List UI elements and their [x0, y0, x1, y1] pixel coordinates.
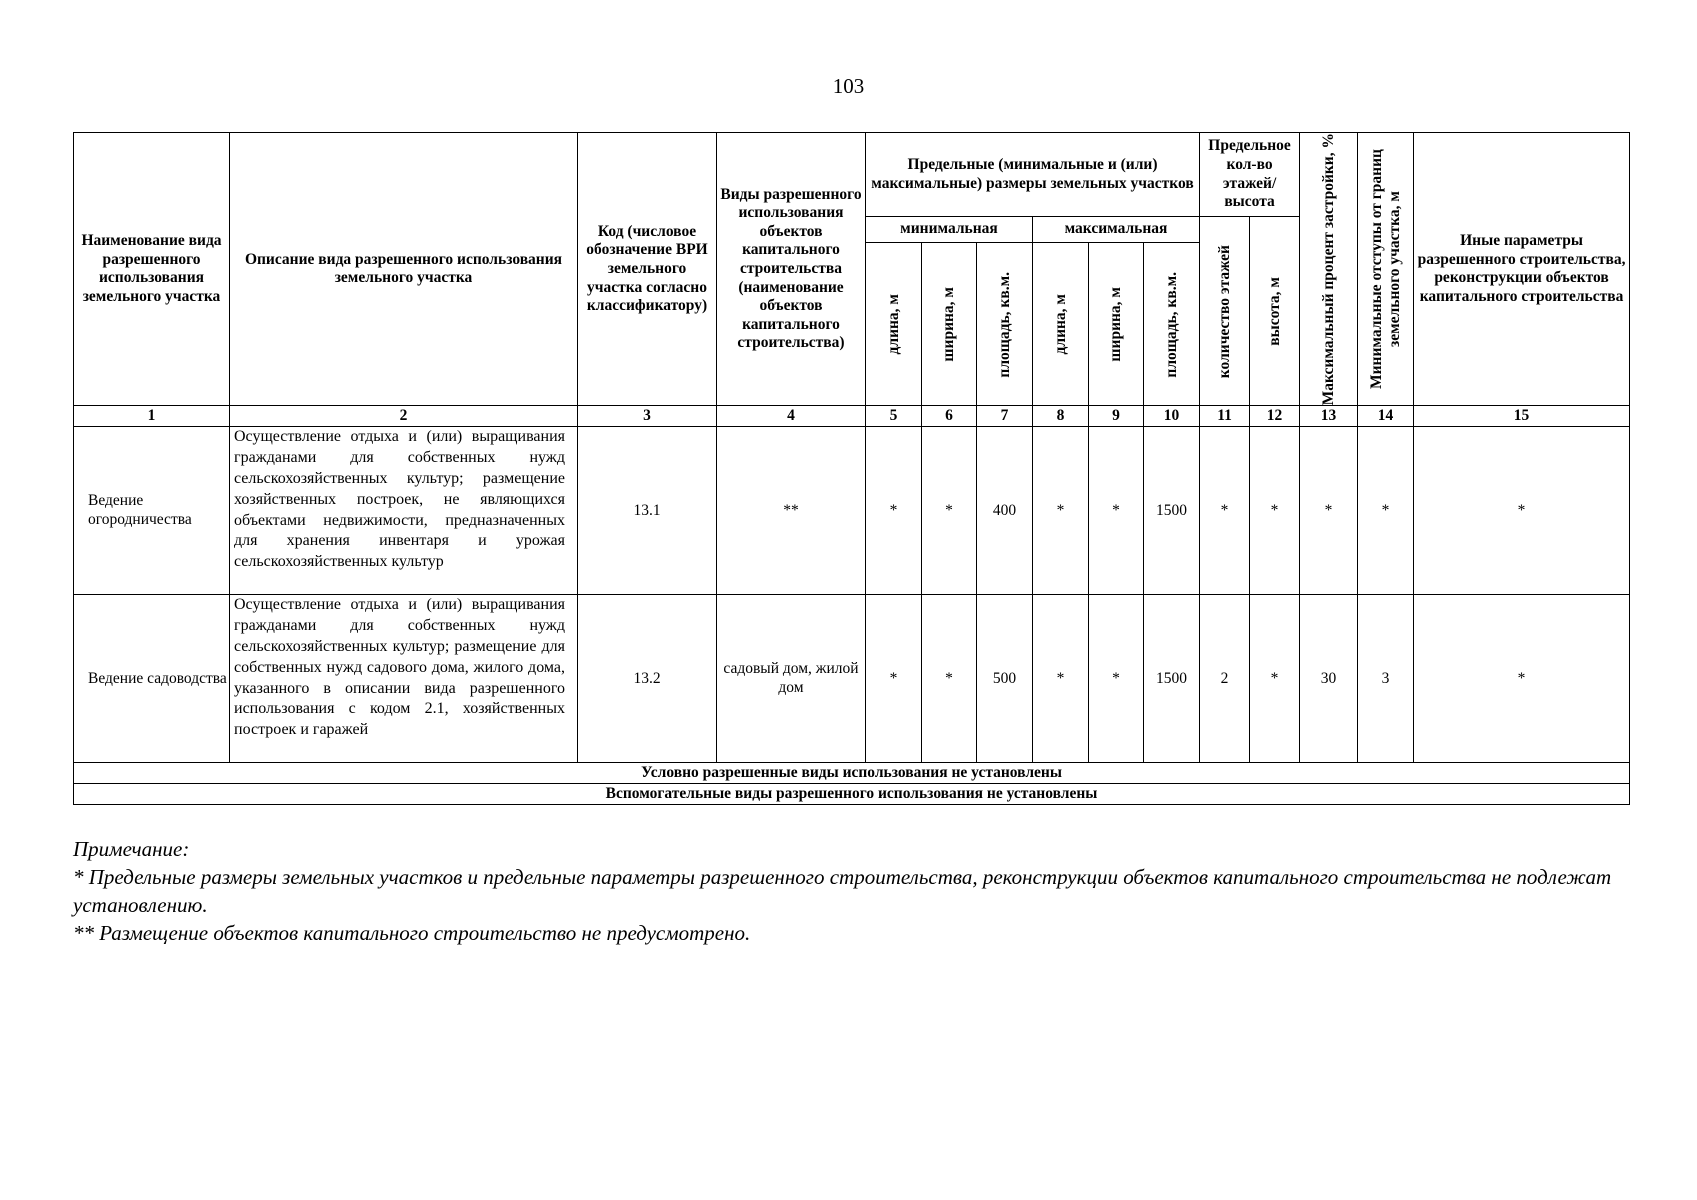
row-max-length: * — [1033, 595, 1089, 763]
column-number: 1 — [74, 406, 230, 427]
column-number: 3 — [578, 406, 717, 427]
min-area-label: площадь, кв.м. — [995, 271, 1013, 378]
row-max-length: * — [1033, 427, 1089, 595]
header-setbacks — [1358, 133, 1414, 406]
max-length-label: длина, м — [1051, 294, 1069, 355]
header-height-label: высота, м — [1265, 276, 1283, 346]
column-number: 12 — [1250, 406, 1300, 427]
header-other-params: Иные параметры разрешенного строительства, реконструкции объектов капитального строительства — [1414, 133, 1630, 406]
row-floors: 2 — [1200, 595, 1250, 763]
header-build-percent-label: Максимальный процент застройки, % — [1319, 133, 1337, 406]
row-kinds: ** — [717, 427, 866, 595]
row-build-percent: * — [1300, 427, 1358, 595]
column-numbers-row — [74, 406, 1630, 427]
row-other: * — [1414, 427, 1630, 595]
row-min-length: * — [866, 595, 922, 763]
column-number: 14 — [1358, 406, 1414, 427]
header-max-width — [1089, 243, 1144, 406]
row-kinds: садовый дом, жилой дом — [717, 595, 866, 763]
row-max-width: * — [1089, 595, 1144, 763]
header-code: Код (числовое обозначение ВРИ земельного участка согласно классификатору) — [578, 133, 717, 406]
row-name: Ведение садоводства — [74, 595, 230, 763]
row-description: Осуществление отдыха и (или) выращивания гражданами для собственных нужд сельскохозяйственных культур; размещение хозяйственных построек, не являющихся объектами недвижимости, предназначенных для хранения инвентаря и урожая сельскохозяйственных культур — [230, 427, 578, 595]
header-min-area — [977, 243, 1033, 406]
column-number: 10 — [1144, 406, 1200, 427]
row-code: 13.1 — [578, 427, 717, 595]
auxiliary-uses-text: Вспомогательные виды разрешенного использования не установлены — [74, 784, 1630, 805]
header-max: максимальная — [1033, 217, 1200, 243]
conditional-uses-text: Условно разрешенные виды использования не установлены — [74, 763, 1630, 784]
row-max-area: 1500 — [1144, 427, 1200, 595]
header-min-width — [922, 243, 977, 406]
row-other: * — [1414, 595, 1630, 763]
header-kinds: Виды разрешенного использования объектов капитального строительства (наименование объектов капитального строительства) — [717, 133, 866, 406]
column-number: 6 — [922, 406, 977, 427]
page-number: 103 — [832, 74, 865, 98]
min-length-label: длина, м — [884, 294, 902, 355]
column-number: 7 — [977, 406, 1033, 427]
note-1: * Предельные размеры земельных участков и предельные параметры разрешенного строительства, реконструкции объектов капитального строительства не подлежат установлению. — [73, 864, 1612, 917]
header-size-limits: Предельные (минимальные и (или) максимальные) размеры земельных участков — [866, 133, 1200, 217]
row-setback: 3 — [1358, 595, 1414, 763]
row-min-length: * — [866, 427, 922, 595]
notes — [73, 836, 1633, 948]
row-min-width: * — [922, 595, 977, 763]
table-row — [74, 595, 1630, 763]
row-height: * — [1250, 595, 1300, 763]
column-number: 15 — [1414, 406, 1630, 427]
conditional-uses-row — [74, 763, 1630, 784]
header-floors — [1200, 217, 1250, 406]
column-number: 11 — [1200, 406, 1250, 427]
column-number: 8 — [1033, 406, 1089, 427]
header-floors-height: Предельное кол-во этажей/ высота — [1200, 133, 1300, 217]
header-height — [1250, 217, 1300, 406]
header-min: минимальная — [866, 217, 1033, 243]
row-max-width: * — [1089, 427, 1144, 595]
row-setback: * — [1358, 427, 1414, 595]
max-width-label: ширина, м — [1107, 287, 1125, 362]
row-floors: * — [1200, 427, 1250, 595]
min-width-label: ширина, м — [940, 287, 958, 362]
row-height: * — [1250, 427, 1300, 595]
column-number: 9 — [1089, 406, 1144, 427]
row-description: Осуществление отдыха и (или) выращивания гражданами для собственных нужд сельскохозяйственных культур; размещение для собственных нужд садового дома, жилого дома, указанного в описании вида разрешенного использования с кодом 2.1, хозяйственных построек и гаражей — [230, 595, 578, 763]
header-floors-label: количество этажей — [1215, 244, 1233, 378]
row-max-area: 1500 — [1144, 595, 1200, 763]
header-build-percent — [1300, 133, 1358, 406]
header-min-length — [866, 243, 922, 406]
row-code: 13.2 — [578, 595, 717, 763]
header-setbacks-label: Минимальные отступы от границ земельного участка, м — [1367, 149, 1403, 390]
header-description: Описание вида разрешенного использования земельного участка — [230, 133, 578, 406]
notes-title: Примечание: — [73, 837, 190, 861]
table-row — [74, 427, 1630, 595]
row-name: Ведение огородничества — [74, 427, 230, 595]
row-min-width: * — [922, 427, 977, 595]
max-area-label: площадь, кв.м. — [1162, 271, 1180, 378]
column-number: 2 — [230, 406, 578, 427]
header-max-area — [1144, 243, 1200, 406]
row-min-area: 500 — [977, 595, 1033, 763]
column-number: 13 — [1300, 406, 1358, 427]
column-number: 5 — [866, 406, 922, 427]
column-number: 4 — [717, 406, 866, 427]
header-name: Наименование вида разрешенного использования земельного участка — [74, 133, 230, 406]
note-2: ** Размещение объектов капитального строительство не предусмотрено. — [73, 920, 751, 945]
auxiliary-uses-row — [74, 784, 1630, 805]
header-max-length — [1033, 243, 1089, 406]
land-use-table — [73, 132, 1630, 805]
row-min-area: 400 — [977, 427, 1033, 595]
row-build-percent: 30 — [1300, 595, 1358, 763]
